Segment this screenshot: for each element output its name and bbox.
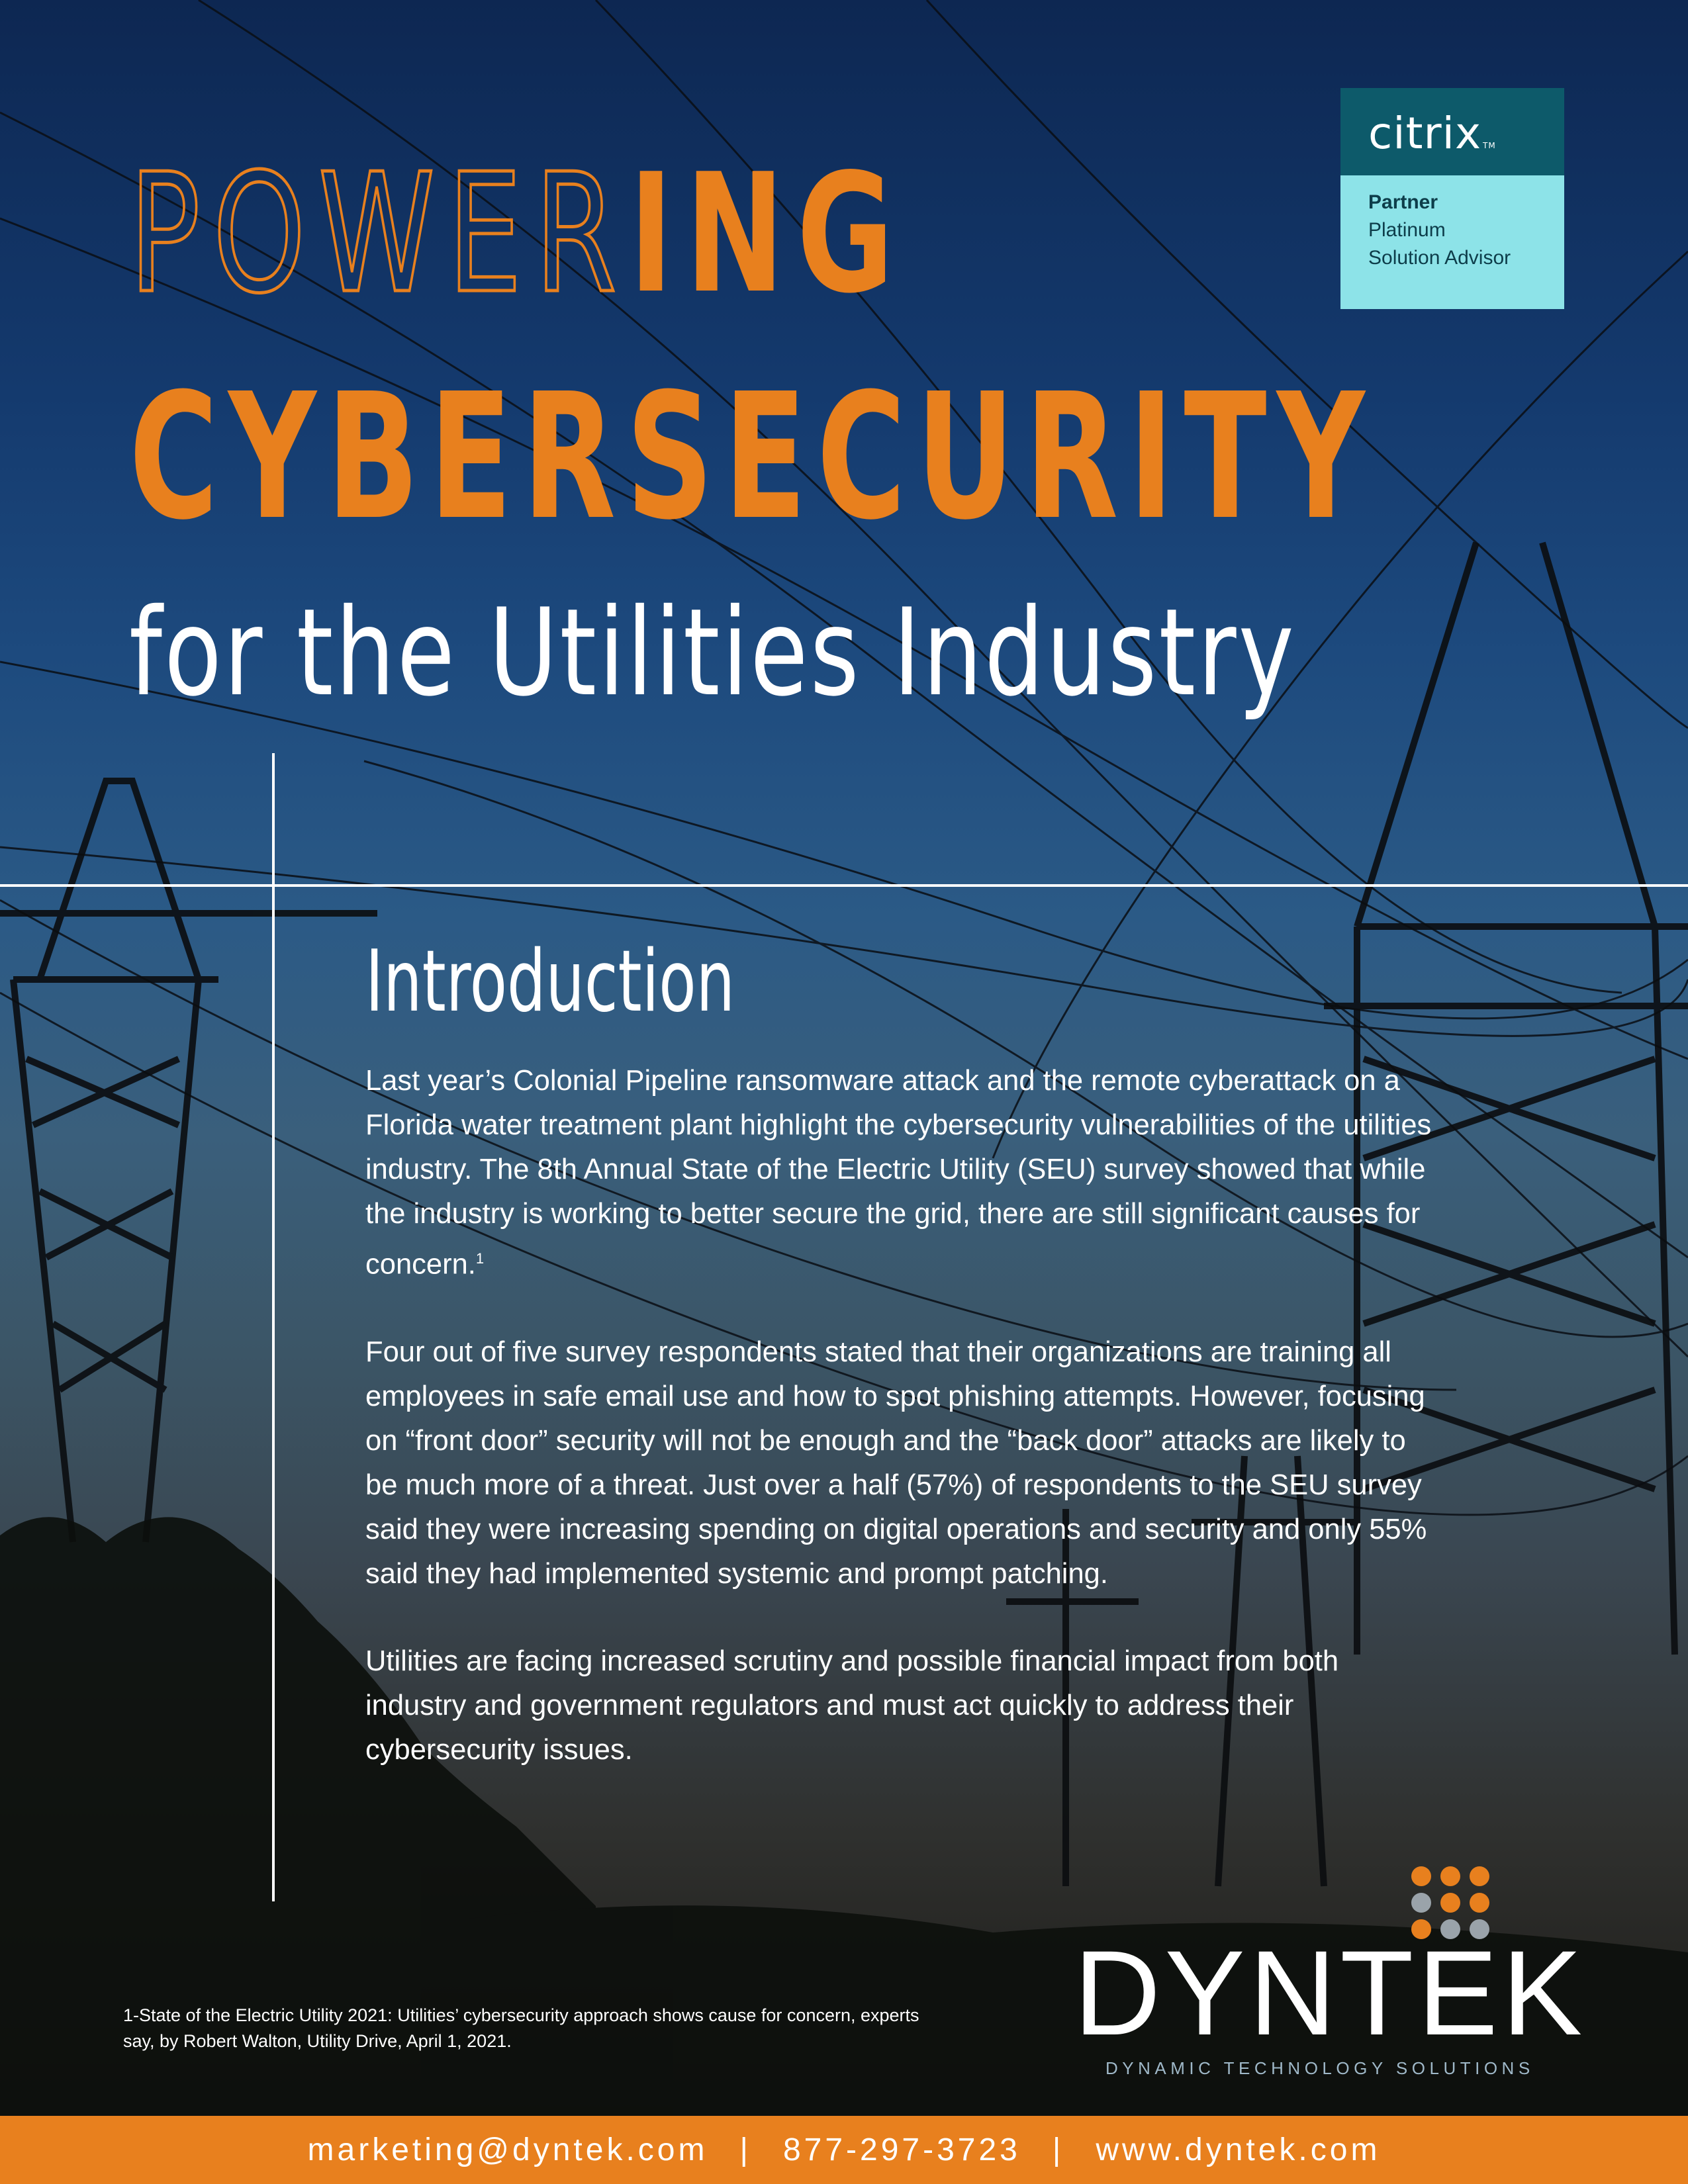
dyntek-logo (1074, 1866, 1587, 2078)
vertical-divider (272, 753, 275, 1901)
footer-separator: | (1052, 2132, 1064, 2167)
intro-heading: Introduction (365, 933, 735, 1031)
footnote-ref: 1 (475, 1250, 485, 1267)
citrix-logo-panel (1340, 88, 1564, 175)
title-line-1 (129, 139, 1208, 330)
partner-label: Partner (1368, 191, 1438, 213)
footer-phone-link[interactable]: 877-297-3723 (782, 2132, 1021, 2167)
footer-website-link[interactable]: www.dyntek.com (1096, 2132, 1381, 2167)
footnote: 1-State of the Electric Utility 2021: Utilities’ cybersecurity approach shows cause for concern, experts say, by Robert Walton, Utility Drive, April 1, 2021. (123, 2005, 919, 2051)
citrix-logo: citrix TM (1368, 108, 1496, 159)
partner-role: Solution Advisor (1368, 247, 1511, 269)
subtitle: for the Utilities Industry (129, 582, 1296, 723)
title-line-2: CYBERSECURITY (129, 356, 1376, 558)
partner-tier: Platinum (1368, 219, 1446, 241)
contact-footer (0, 2116, 1688, 2184)
intro-paragraph-2: Four out of five survey respondents stated that their organizations are training all employees in safe email use and how to spot phishing attempts. However, focusing on “front door” security will not be enough and the “back door” attacks are likely to be much more of a threat. Just over a half (57%) of respondents to the SEU survey said they were increasing spending on digital operations and security and only 55% said they had implemented systemic and prompt patching. (365, 1336, 1427, 1590)
partner-level-panel (1340, 175, 1564, 309)
intro-body (365, 1059, 1438, 1815)
footer-email-link[interactable]: marketing@dyntek.com (307, 2132, 708, 2167)
title-ing-solid: ING (629, 139, 906, 330)
dyntek-tagline: DYNAMIC TECHNOLOGY SOLUTIONS (1105, 2058, 1534, 2078)
title-power-outline: POWER (129, 139, 630, 330)
intro-paragraph-1: Last year’s Colonial Pipeline ransomware attack and the remote cyberattack on a Florida water treatment plant highlight the cybersecurity vulnerabilities of the utilities industry. The 8th Annual State of the Electric Utility (SEU) survey showed that while the industry is working to better secure the grid, there are still significant causes for concern.$^1$ (365, 1065, 1432, 1281)
dyntek-wordmark: DYNTEK (1074, 1925, 1587, 2060)
citrix-partner-badge (1340, 88, 1564, 309)
footer-separator: | (739, 2132, 751, 2167)
intro-paragraph-3: Utilities are facing increased scrutiny and possible financial impact from both industry and government regulators and must act quickly to address their cybersecurity issues. (365, 1645, 1339, 1766)
trademark-mark: TM (1483, 141, 1496, 150)
horizontal-divider (0, 884, 1688, 887)
